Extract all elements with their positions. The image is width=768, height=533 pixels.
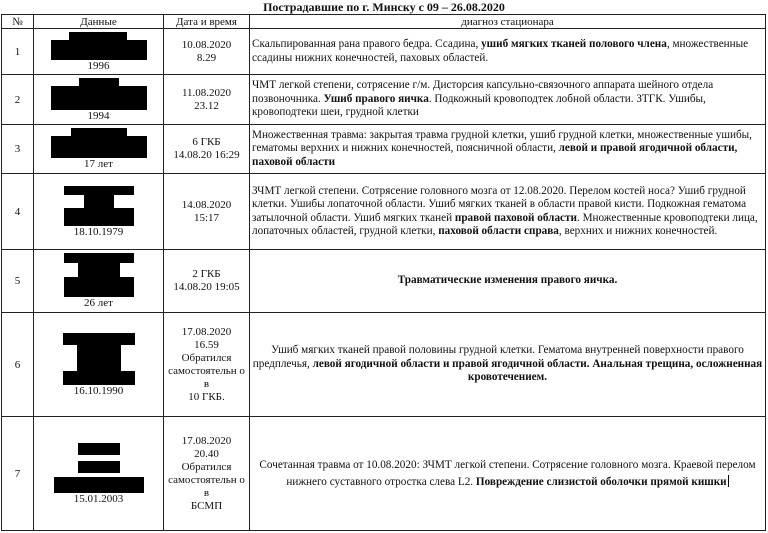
datetime-cell: [164, 250, 250, 313]
diagnosis-text-bold: левой и правой ягодичной области, паховой области: [252, 142, 738, 168]
date-line: 6 ГКБ: [192, 136, 221, 148]
date-line: 14.08.2020: [181, 198, 232, 211]
diagnosis-cell: [250, 125, 766, 174]
date-line: 8.29: [196, 51, 217, 64]
header-data: Данные: [34, 15, 164, 29]
row-number: 3: [2, 125, 34, 174]
diagnosis-text: Множественная травма: закрытая травма грудной клетки, ушиб грудной клетки, множественные ушибы, гематомы верхних и нижних конечностей, поясничной области,: [252, 128, 752, 155]
diagnosis-text: ЧМТ легкой степени, сотрясение г/м. Дисторсия капсульно-связочного аппарата шейного отдела позвоночника.: [252, 79, 714, 105]
diagnosis-text-bold: Травматические изменения правого яичка.: [397, 274, 618, 287]
date-line: 10 ГКБ.: [188, 390, 225, 403]
person-data-cell: [34, 29, 164, 75]
page-title: Пострадавшие по г. Минску с 09 – 26.08.2020: [263, 0, 505, 14]
header-num: №: [2, 15, 34, 29]
text-cursor: [728, 475, 729, 487]
victims-table: [1, 14, 766, 531]
birth-info: 17 лет: [84, 158, 113, 170]
diagnosis-text-bold: паховой области справа: [438, 224, 559, 237]
diagnosis-text-bold: левой ягодичной области и правой ягодичной области. Анальная трещина, осложненная кровотечением.: [312, 357, 763, 384]
diagnosis-cell: [250, 313, 766, 417]
date-line: 17.08.2020: [181, 434, 232, 447]
table-row: [2, 313, 766, 417]
table-row: [2, 125, 766, 174]
diagnosis-text: Скальпированная рана правого бедра. Ссадина,: [252, 38, 482, 51]
table-row: [2, 174, 766, 250]
diagnosis-text: ЗЧМТ легкой степени. Сотрясение головного мозга от 12.08.2020. Перелом костей носа? Ушиб грудной клетки. Ушибы лопаточной области. Ушиб мягких тканей в области правой кисти. Подкожная гематома затылочной области. Ушиб мягких тканей: [252, 184, 747, 224]
diagnosis-text-bold: ушиб мягких тканей полового члена: [481, 38, 667, 51]
person-data-cell: [34, 313, 164, 417]
date-line: 2 ГКБ: [192, 268, 221, 280]
date-line: 17.08.2020: [181, 325, 232, 338]
date-line: БСМП: [190, 499, 223, 512]
datetime-cell: [164, 417, 250, 531]
datetime-cell: [164, 75, 250, 125]
diagnosis-cell: [250, 174, 766, 250]
datetime-cell: [164, 29, 250, 75]
header-diagnosis: диагноз стационара: [250, 15, 766, 29]
redaction-block: [64, 186, 134, 226]
redaction-block: [54, 443, 144, 493]
redaction-block: [63, 333, 135, 385]
diagnosis-cell: [250, 417, 766, 531]
redaction-block: [51, 78, 147, 110]
table-header-row: [2, 15, 766, 29]
person-data-cell: [34, 125, 164, 174]
diagnosis-cell: [250, 75, 766, 125]
row-number: 6: [2, 313, 34, 417]
birth-info: 15.01.2003: [73, 492, 124, 505]
diagnosis-text: Сочетанная травма от 10.08.2020: ЗЧМТ легкой степени. Сотрясение головного мозга. Краевой перелом нижнего суставного отростка слева L2.: [259, 458, 756, 488]
table-row: [2, 75, 766, 125]
birth-info: 26 лет: [84, 297, 113, 309]
person-data-cell: [34, 250, 164, 313]
diagnosis-text-bold: Ушиб правого яичка: [323, 92, 429, 105]
date-line: 14.08.20 19:05: [173, 281, 240, 293]
date-line: 20.40: [194, 447, 219, 460]
row-number: 7: [2, 417, 34, 531]
birth-info: 16.10.1990: [73, 384, 124, 397]
birth-info: 1996: [87, 59, 110, 72]
diagnosis-text-bold: правой паховой области: [454, 211, 577, 224]
diagnosis-text: . Подкожный кровоподтек лобной области. ЗТГК. Ушибы, кровоподтеки шеи, грудной клетки: [252, 92, 706, 119]
person-data-cell: [34, 75, 164, 125]
date-line: 10.08.2020: [181, 38, 232, 51]
diagnosis-text: . Множественные кровоподтеки лица, лопаточных областей, грудной клетки,: [252, 211, 758, 237]
redaction-block: [51, 32, 147, 60]
datetime-cell: [164, 174, 250, 250]
date-line: 16.59: [194, 338, 219, 351]
person-data-cell: [34, 417, 164, 531]
date-line: 23.12: [194, 99, 219, 112]
date-line: Обратился самостоятельн о в: [168, 460, 245, 499]
row-number: 4: [2, 174, 34, 250]
table-row: [2, 417, 766, 531]
header-datetime: Дата и время: [164, 15, 250, 29]
diagnosis-cell: [250, 250, 766, 313]
diagnosis-text: Ушиб мягких тканей правой половины грудной клетки. Гематома внутренней поверхности правого предплечья,: [252, 344, 744, 370]
redaction-block: [64, 253, 134, 297]
diagnosis-cell: [250, 29, 766, 75]
datetime-cell: [164, 125, 250, 174]
birth-info: 18.10.1979: [73, 225, 124, 238]
table-row: [2, 250, 766, 313]
row-number: 5: [2, 250, 34, 313]
redaction-block: [51, 128, 147, 158]
table-row: [2, 29, 766, 75]
row-number: 2: [2, 75, 34, 125]
date-line: 14.08.20 16:29: [173, 149, 240, 161]
date-line: Обратился самостоятельн о в: [168, 351, 245, 390]
datetime-cell: [164, 313, 250, 417]
date-line: 11.08.2020: [181, 86, 232, 99]
row-number: 1: [2, 29, 34, 75]
person-data-cell: [34, 174, 164, 250]
diagnosis-text: , верхних и нижних конечностей.: [558, 224, 718, 237]
birth-info: 1994: [87, 109, 110, 122]
diagnosis-text-bold: Повреждение слизистой оболочки прямой кишки: [475, 475, 727, 488]
date-line: 15:17: [193, 211, 220, 224]
diagnosis-text: , множественные ссадины нижних конечностей, паховых областей.: [252, 38, 749, 64]
